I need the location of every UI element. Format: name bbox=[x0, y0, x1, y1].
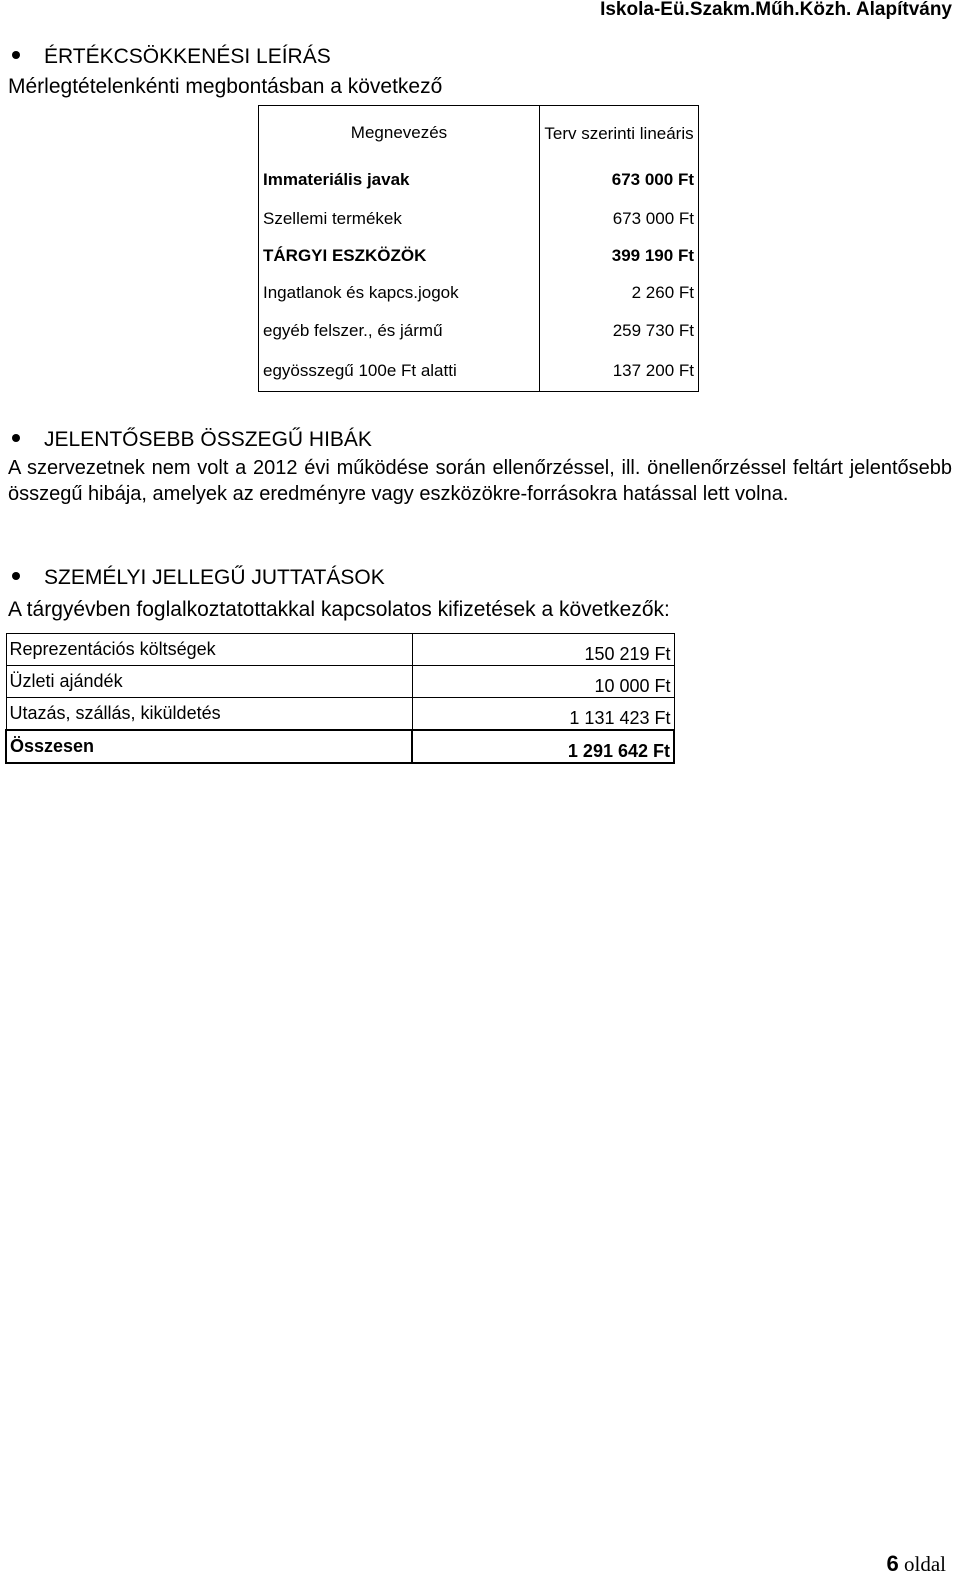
row-value: 399 190 Ft bbox=[540, 237, 699, 274]
table-row bbox=[259, 351, 699, 391]
personal-intro: A tárgyévben foglalkoztatottakkal kapcsolatos kifizetések a következők: bbox=[8, 598, 670, 621]
row-value: 259 730 Ft bbox=[540, 311, 699, 351]
row-name: egyösszegű 100e Ft alatti bbox=[259, 351, 540, 391]
page-number bbox=[887, 1551, 947, 1577]
depreciation-heading-text: ÉRTÉKCSÖKKENÉSI LEÍRÁS bbox=[44, 45, 331, 68]
payment-value: 150 219 Ft bbox=[412, 634, 674, 666]
row-name: TÁRGYI ESZKÖZÖK bbox=[259, 237, 540, 274]
errors-paragraph: A szervezetnek nem volt a 2012 évi működése során ellenőrzéssel, ill. önellenőrzéssel feltárt jelentősebb összegű hibája, amelyek az eredményre vagy eszközökre-forrásokra hatással lett volna. bbox=[8, 457, 952, 505]
row-name: Szellemi termékek bbox=[259, 200, 540, 237]
page-number-value: 6 bbox=[886, 1551, 899, 1576]
personal-heading bbox=[12, 565, 385, 591]
payment-label: Üzleti ajándék bbox=[6, 666, 412, 698]
page-number-word: oldal bbox=[904, 1552, 946, 1576]
table-row bbox=[259, 274, 699, 311]
table-row bbox=[259, 160, 699, 200]
table-row bbox=[259, 311, 699, 351]
row-value: 2 260 Ft bbox=[540, 274, 699, 311]
row-value: 673 000 Ft bbox=[540, 200, 699, 237]
total-value: 1 291 642 Ft bbox=[412, 730, 674, 763]
row-value: 137 200 Ft bbox=[540, 351, 699, 391]
col-header-name: Megnevezés bbox=[259, 106, 540, 161]
depreciation-table bbox=[258, 105, 699, 392]
bullet-icon bbox=[12, 434, 20, 442]
table-row bbox=[259, 237, 699, 274]
errors-heading bbox=[12, 427, 372, 453]
row-name: Ingatlanok és kapcs.jogok bbox=[259, 274, 540, 311]
total-label: Összesen bbox=[6, 730, 412, 763]
payment-label: Utazás, szállás, kiküldetés bbox=[6, 698, 412, 731]
col-header-value: Terv szerinti lineáris bbox=[540, 106, 699, 161]
depreciation-intro: Mérlegtételenkénti megbontásban a következő bbox=[8, 75, 443, 98]
bullet-icon bbox=[12, 572, 20, 580]
personal-heading-text: SZEMÉLYI JELLEGŰ JUTTATÁSOK bbox=[44, 566, 385, 589]
total-row bbox=[6, 730, 674, 763]
personal-payments-table bbox=[5, 633, 675, 764]
depreciation-table-header bbox=[259, 106, 699, 161]
table-row bbox=[6, 698, 674, 731]
table-row bbox=[6, 666, 674, 698]
row-value: 673 000 Ft bbox=[540, 160, 699, 200]
depreciation-heading bbox=[12, 44, 331, 70]
bullet-icon bbox=[12, 51, 20, 59]
payment-value: 1 131 423 Ft bbox=[412, 698, 674, 731]
errors-heading-text: JELENTŐSEBB ÖSSZEGŰ HIBÁK bbox=[44, 428, 372, 451]
row-name: egyéb felszer., és jármű bbox=[259, 311, 540, 351]
table-row bbox=[259, 200, 699, 237]
table-row bbox=[6, 634, 674, 666]
row-name: Immateriális javak bbox=[259, 160, 540, 200]
payment-value: 10 000 Ft bbox=[412, 666, 674, 698]
organization-header: Iskola-Eü.Szakm.Műh.Közh. Alapítvány bbox=[600, 0, 952, 20]
payment-label: Reprezentációs költségek bbox=[6, 634, 412, 666]
